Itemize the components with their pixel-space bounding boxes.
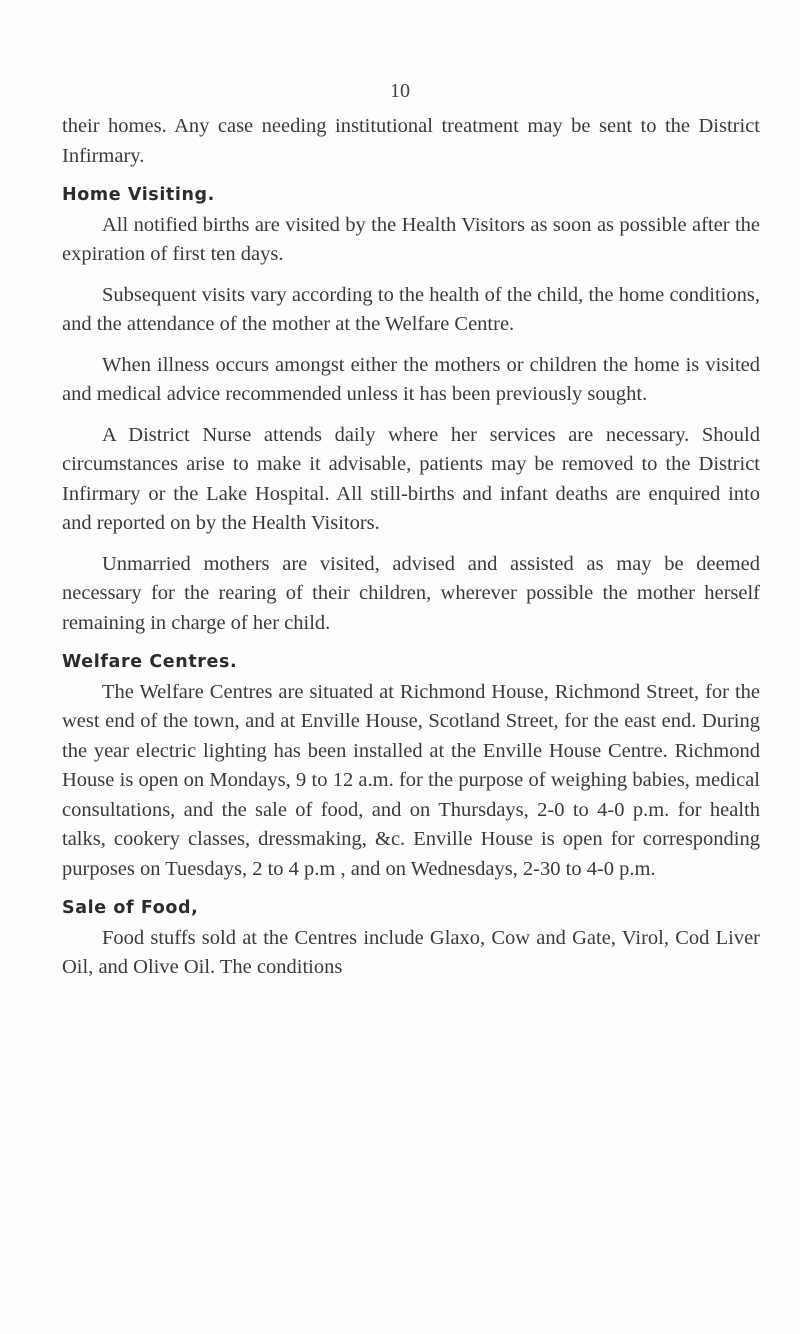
page-body [62, 112, 760, 983]
heading-welfare-centres: Welfare Centres. [62, 652, 238, 672]
heading-sale-of-food: Sale of Food, [62, 898, 199, 918]
paragraph-illness: When illness occurs amongst either the mothers or children the home is visited and medical advice recommended unless it has been previously sought. [62, 353, 760, 405]
paragraph-notified-births: All notified births are visited by the Health Visitors as soon as possible after the expiration of first ten days. [62, 213, 760, 265]
paragraph-subsequent-visits: Subsequent visits vary according to the health of the child, the home conditions, and the attendance of the mother at the Welfare Centre. [62, 283, 760, 335]
paragraph-infirmary: their homes. Any case needing institutional treatment may be sent to the District Infirmary. [62, 115, 760, 167]
paragraph-welfare-centres: The Welfare Centres are situated at Richmond House, Richmond Street, for the west end of the town, and at Enville House, Scotland Street, for the east end. During the year electric lighting has been installed at the Enville House Centre. Richmond House is open on Mondays, 9 to 12 a.m. for the purpose of weighing babies, medical consultations, and the sale of food, and on Thursdays, 2-0 to 4-0 p.m. for health talks, cookery classes, dressmaking, &c. Enville House is open for corresponding purposes on Tuesdays, 2 to 4 p.m , and on Wednesdays, 2-30 to 4-0 p.m. [62, 680, 760, 880]
page-number: 10 [390, 80, 410, 102]
paragraph-food-stuffs: Food stuffs sold at the Centres include Glaxo, Cow and Gate, Virol, Cod Liver Oil, and Olive Oil. The conditions [62, 926, 760, 978]
paragraph-district-nurse: A District Nurse attends daily where her services are necessary. Should circumstances arise to make it advisable, patients may be removed to the District Infirmary or the Lake Hospital. All still-births and infant deaths are enquired into and reported on by the Health Visitors. [62, 423, 760, 534]
heading-home-visiting: Home Visiting. [62, 185, 215, 205]
paragraph-unmarried-mothers: Unmarried mothers are visited, advised and assisted as may be deemed necessary for the rearing of their children, wherever possible the mother herself remaining in charge of her child. [62, 552, 760, 634]
